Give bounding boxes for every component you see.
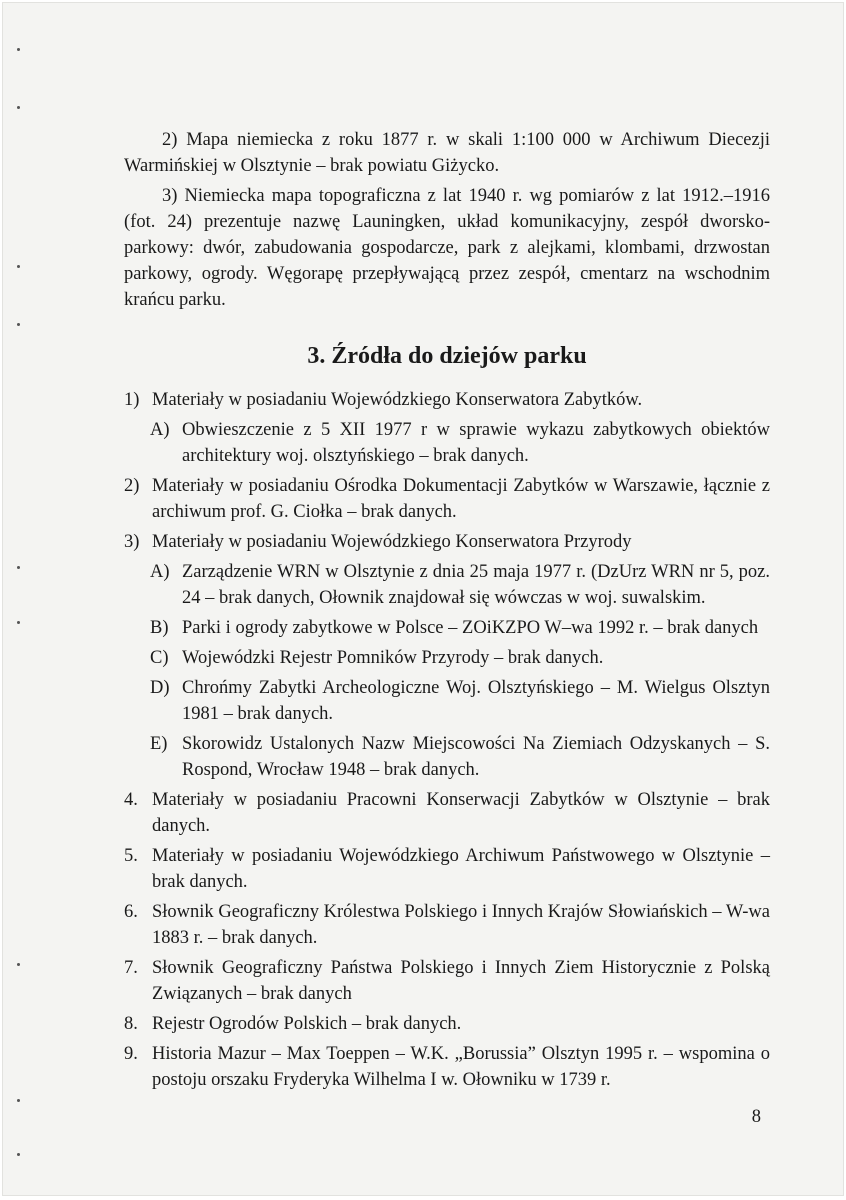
source-text: Materiały w posiadaniu Pracowni Konserwacji Zabytków w Olsztynie – brak danych. [152,790,770,836]
source-subitem [150,615,770,641]
source-item [124,529,770,555]
source-subitem [150,675,770,727]
scan-mark [17,106,20,109]
source-subitem [150,645,770,671]
source-item [124,899,770,951]
source-item [124,787,770,839]
page-number: 8 [751,1107,761,1127]
subitem-text: Parki i ogrody zabytkowe w Polsce – ZOiKZPO W–wa 1992 r. – brak danych [182,618,759,638]
section-heading: 3. Źródła do dziejów parku [307,343,587,369]
subitem-text: Wojewódzki Rejestr Pomników Przyrody – brak danych. [182,648,604,668]
subitem-text: Zarządzenie WRN w Olsztynie z dnia 25 maja 1977 r. (DzUrz WRN nr 5, poz. 24 – brak danych, Ołownik znajdował się wówczas w woj. suwalskim. [182,562,770,608]
scan-mark [17,963,20,966]
source-item [124,1041,770,1093]
document-page [2,2,844,1196]
intro-section [124,127,770,313]
sources-list [124,387,770,1097]
source-item [124,387,770,413]
source-item [124,473,770,525]
subitem-letter: A) [150,562,170,582]
source-text: Rejestr Ogrodów Polskich – brak danych. [152,1014,462,1034]
subitem-letter: E) [150,734,168,754]
source-number: 8. [124,1014,138,1034]
subitem-letter: B) [150,618,169,638]
source-item [124,955,770,1007]
subitem-letter: D) [150,678,170,698]
intro-paragraph: 3) Niemiecka mapa topograficzna z lat 1940 r. wg pomiarów z lat 1912.–1916 (fot. 24) prezentuje nazwę Launingken, układ komunikacyjny, zespół dworsko-parkowy: dwór, zabudowania gospodarcze, park z alejkami, klombami, drzwostan parkowy, ogrody. Węgorapę przepływającą przez zespół, cmentarz na wschodnim krańcu parku. [124,186,770,310]
scan-mark [17,566,20,569]
scan-mark [17,48,20,51]
source-number: 2) [124,476,140,496]
scan-mark [17,323,20,326]
scan-mark [17,621,20,624]
source-number: 4. [124,790,138,810]
source-text: Materiały w posiadaniu Wojewódzkiego Archiwum Państwowego w Olsztynie – brak danych. [152,846,770,892]
source-subitem [150,731,770,783]
scan-mark [17,265,20,268]
source-number: 6. [124,902,138,922]
scan-mark [17,1153,20,1156]
source-text: Historia Mazur – Max Toeppen – W.K. „Borussia” Olsztyn 1995 r. – wspomina o postoju orszaku Fryderyka Wilhelma I w. Ołowniku w 1739 r. [152,1044,770,1090]
subitem-text: Obwieszczenie z 5 XII 1977 r w sprawie wykazu zabytkowych obiektów architektury woj. olsztyńskiego – brak danych. [182,420,770,466]
source-text: Słownik Geograficzny Królestwa Polskiego i Innych Krajów Słowiańskich – W-wa 1883 r. – brak danych. [152,902,770,948]
scan-mark [17,1099,20,1102]
source-item [124,1011,770,1037]
subitem-text: Chrońmy Zabytki Archeologiczne Woj. Olsztyńskiego – M. Wielgus Olsztyn 1981 – brak danych. [182,678,770,724]
subitem-text: Skorowidz Ustalonych Nazw Miejscowości Na Ziemiach Odzyskanych – S. Rospond, Wrocław 1948 – brak danych. [182,734,770,780]
source-text: Materiały w posiadaniu Wojewódzkiego Konserwatora Zabytków. [152,390,643,410]
source-number: 3) [124,532,140,552]
source-subitem [150,417,770,469]
source-number: 1) [124,390,140,410]
subitem-letter: A) [150,420,170,440]
source-number: 5. [124,846,138,866]
intro-paragraph: 2) Mapa niemiecka z roku 1877 r. w skali 1:100 000 w Archiwum Diecezji Warmińskiej w Olsztynie – brak powiatu Giżycko. [124,130,770,176]
source-text: Materiały w posiadaniu Ośrodka Dokumentacji Zabytków w Warszawie, łącznie z archiwum prof. G. Ciołka – brak danych. [152,476,770,522]
source-text: Materiały w posiadaniu Wojewódzkiego Konserwatora Przyrody [152,532,632,552]
source-subitem [150,559,770,611]
source-item [124,843,770,895]
source-number: 7. [124,958,138,978]
subitem-letter: C) [150,648,169,668]
source-text: Słownik Geograficzny Państwa Polskiego i Innych Ziem Historycznie z Polską Związanych – brak danych [152,958,770,1004]
source-number: 9. [124,1044,138,1064]
